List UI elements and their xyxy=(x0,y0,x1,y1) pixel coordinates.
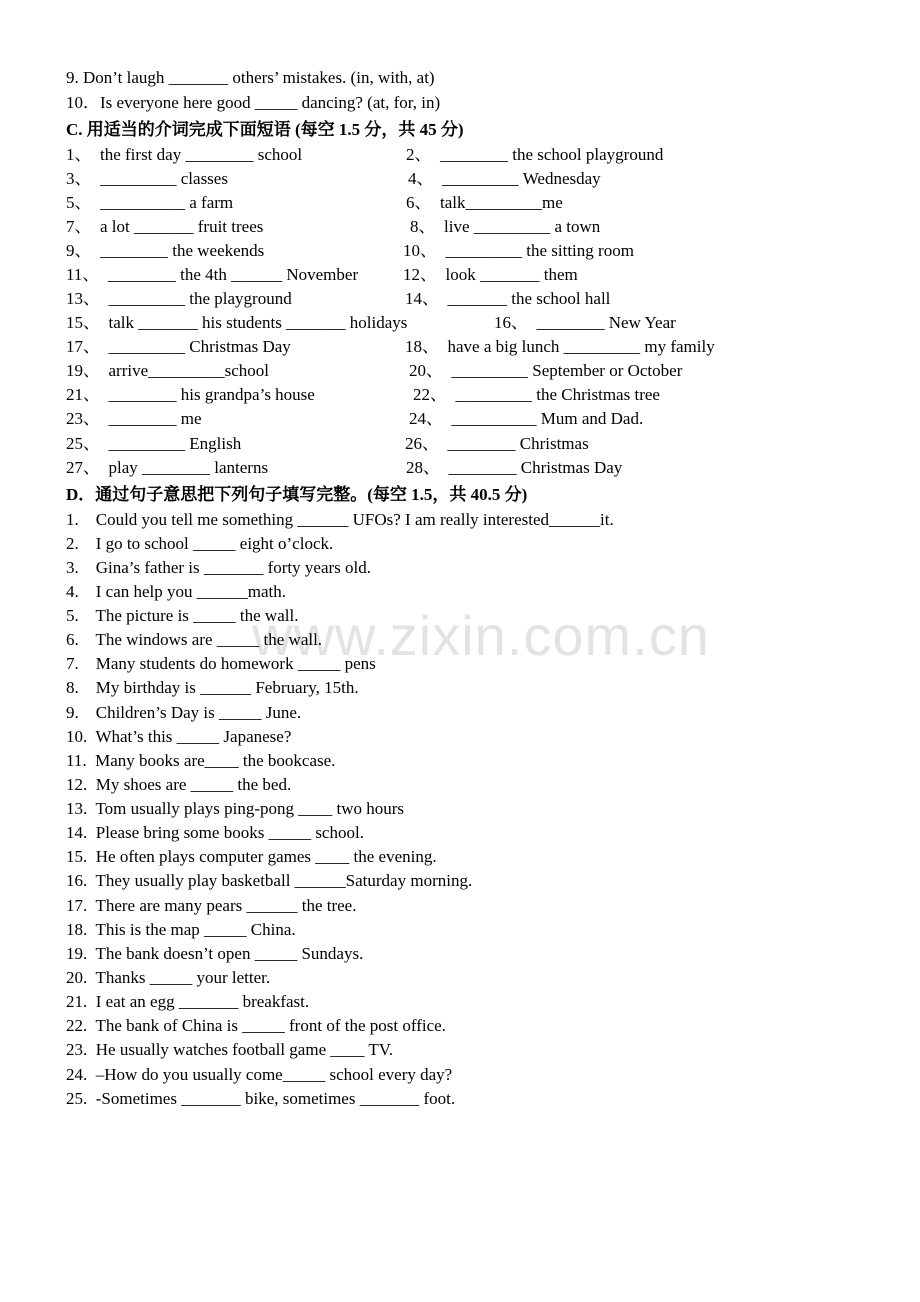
phrase-item: 1、 the first day ________ school xyxy=(66,145,303,164)
sentence-item: 23. He usually watches football game ____ TV. xyxy=(66,1040,394,1059)
sentence-item: 13. Tom usually plays ping-pong ____ two hours xyxy=(66,799,405,818)
phrase-item: 27、 play ________ lanterns xyxy=(66,458,269,477)
sentence-item: 17. There are many pears ______ the tree. xyxy=(66,896,357,915)
sentence-item: 21. I eat an egg _______ breakfast. xyxy=(66,992,310,1011)
phrase-item: 20、 _________ September or October xyxy=(409,361,683,380)
sentence-item: 5. The picture is _____ the wall. xyxy=(66,606,299,625)
question-9-line: 9. Don’t laugh _______ others’ mistakes. (in, with, at) xyxy=(66,68,435,87)
phrase-item: 25、 _________ English xyxy=(66,434,242,453)
sentence-item: 22. The bank of China is _____ front of the post office. xyxy=(66,1016,446,1035)
sentence-item: 9. Children’s Day is _____ June. xyxy=(66,703,302,722)
phrase-item: 12、 look _______ them xyxy=(403,265,578,284)
phrase-item: 10、 _________ the sitting room xyxy=(403,241,634,260)
phrase-item: 16、 ________ New Year xyxy=(494,313,676,332)
phrase-item: 19、 arrive_________school xyxy=(66,361,270,380)
phrase-item: 13、 _________ the playground xyxy=(66,289,292,308)
phrase-item: 26、 ________ Christmas xyxy=(405,434,589,453)
phrase-item: 3、 _________ classes xyxy=(66,169,228,188)
phrase-item: 8、 live _________ a town xyxy=(410,217,601,236)
sentence-item: 24. –How do you usually come_____ school every day? xyxy=(66,1065,453,1084)
phrase-item: 22、 _________ the Christmas tree xyxy=(413,385,660,404)
phrase-item: 4、 _________ Wednesday xyxy=(408,169,601,188)
sentence-item: 12. My shoes are _____ the bed. xyxy=(66,775,292,794)
sentence-item: 20. Thanks _____ your letter. xyxy=(66,968,271,987)
sentence-item: 16. They usually play basketball ______Saturday morning. xyxy=(66,871,473,890)
sentence-item: 7. Many students do homework _____ pens xyxy=(66,654,376,673)
sentence-item: 15. He often plays computer games ____ the evening. xyxy=(66,847,437,866)
question-10-line: 10．Is everyone here good _____ dancing? (at, for, in) xyxy=(66,93,441,112)
phrase-item: 14、 _______ the school hall xyxy=(405,289,611,308)
watermark: www.zixin.com.cn xyxy=(252,604,710,667)
phrase-item: 15、 talk _______ his students _______ holidays xyxy=(66,313,408,332)
sentence-item: 10. What’s this _____ Japanese? xyxy=(66,727,292,746)
sentence-item: 4. I can help you ______math. xyxy=(66,582,287,601)
sentence-item: 8. My birthday is ______ February, 15th. xyxy=(66,678,359,697)
phrase-item: 18、 have a big lunch _________ my family xyxy=(405,337,715,356)
sentence-item: 2. I go to school _____ eight o’clock. xyxy=(66,534,334,553)
phrase-item: 7、 a lot _______ fruit trees xyxy=(66,217,264,236)
phrase-item: 23、 ________ me xyxy=(66,409,202,428)
phrase-item: 2、 ________ the school playground xyxy=(406,145,664,164)
phrase-item: 9、 ________ the weekends xyxy=(66,241,265,260)
phrase-item: 17、 _________ Christmas Day xyxy=(66,337,291,356)
sentence-item: 14. Please bring some books _____ school. xyxy=(66,823,364,842)
sentence-item: 1. Could you tell me something ______ UFOs? I am really interested______it. xyxy=(66,510,614,529)
phrase-item: 5、 __________ a farm xyxy=(66,193,234,212)
sentence-item: 19. The bank doesn’t open _____ Sundays. xyxy=(66,944,364,963)
sentence-item: 11. Many books are____ the bookcase. xyxy=(66,751,336,770)
phrase-item: 21、 ________ his grandpa’s house xyxy=(66,385,315,404)
phrase-item: 11、 ________ the 4th ______ November xyxy=(66,265,359,284)
sentence-item: 3. Gina’s father is _______ forty years old. xyxy=(66,558,371,577)
sentence-item: 18. This is the map _____ China. xyxy=(66,920,296,939)
phrase-item: 6、 talk_________me xyxy=(406,193,563,212)
phrase-item: 24、 __________ Mum and Dad. xyxy=(409,409,644,428)
section-d-heading: D．通过句子意思把下列句子填写完整。(每空 1.5，共 40.5 分) xyxy=(66,485,528,504)
section-c-heading: C. 用适当的介词完成下面短语 (每空 1.5 分，共 45 分) xyxy=(66,120,464,139)
sentence-item: 6. The windows are _____ the wall. xyxy=(66,630,323,649)
sentence-item: 25. -Sometimes _______ bike, sometimes _______ foot. xyxy=(66,1089,456,1108)
phrase-item: 28、 ________ Christmas Day xyxy=(406,458,623,477)
